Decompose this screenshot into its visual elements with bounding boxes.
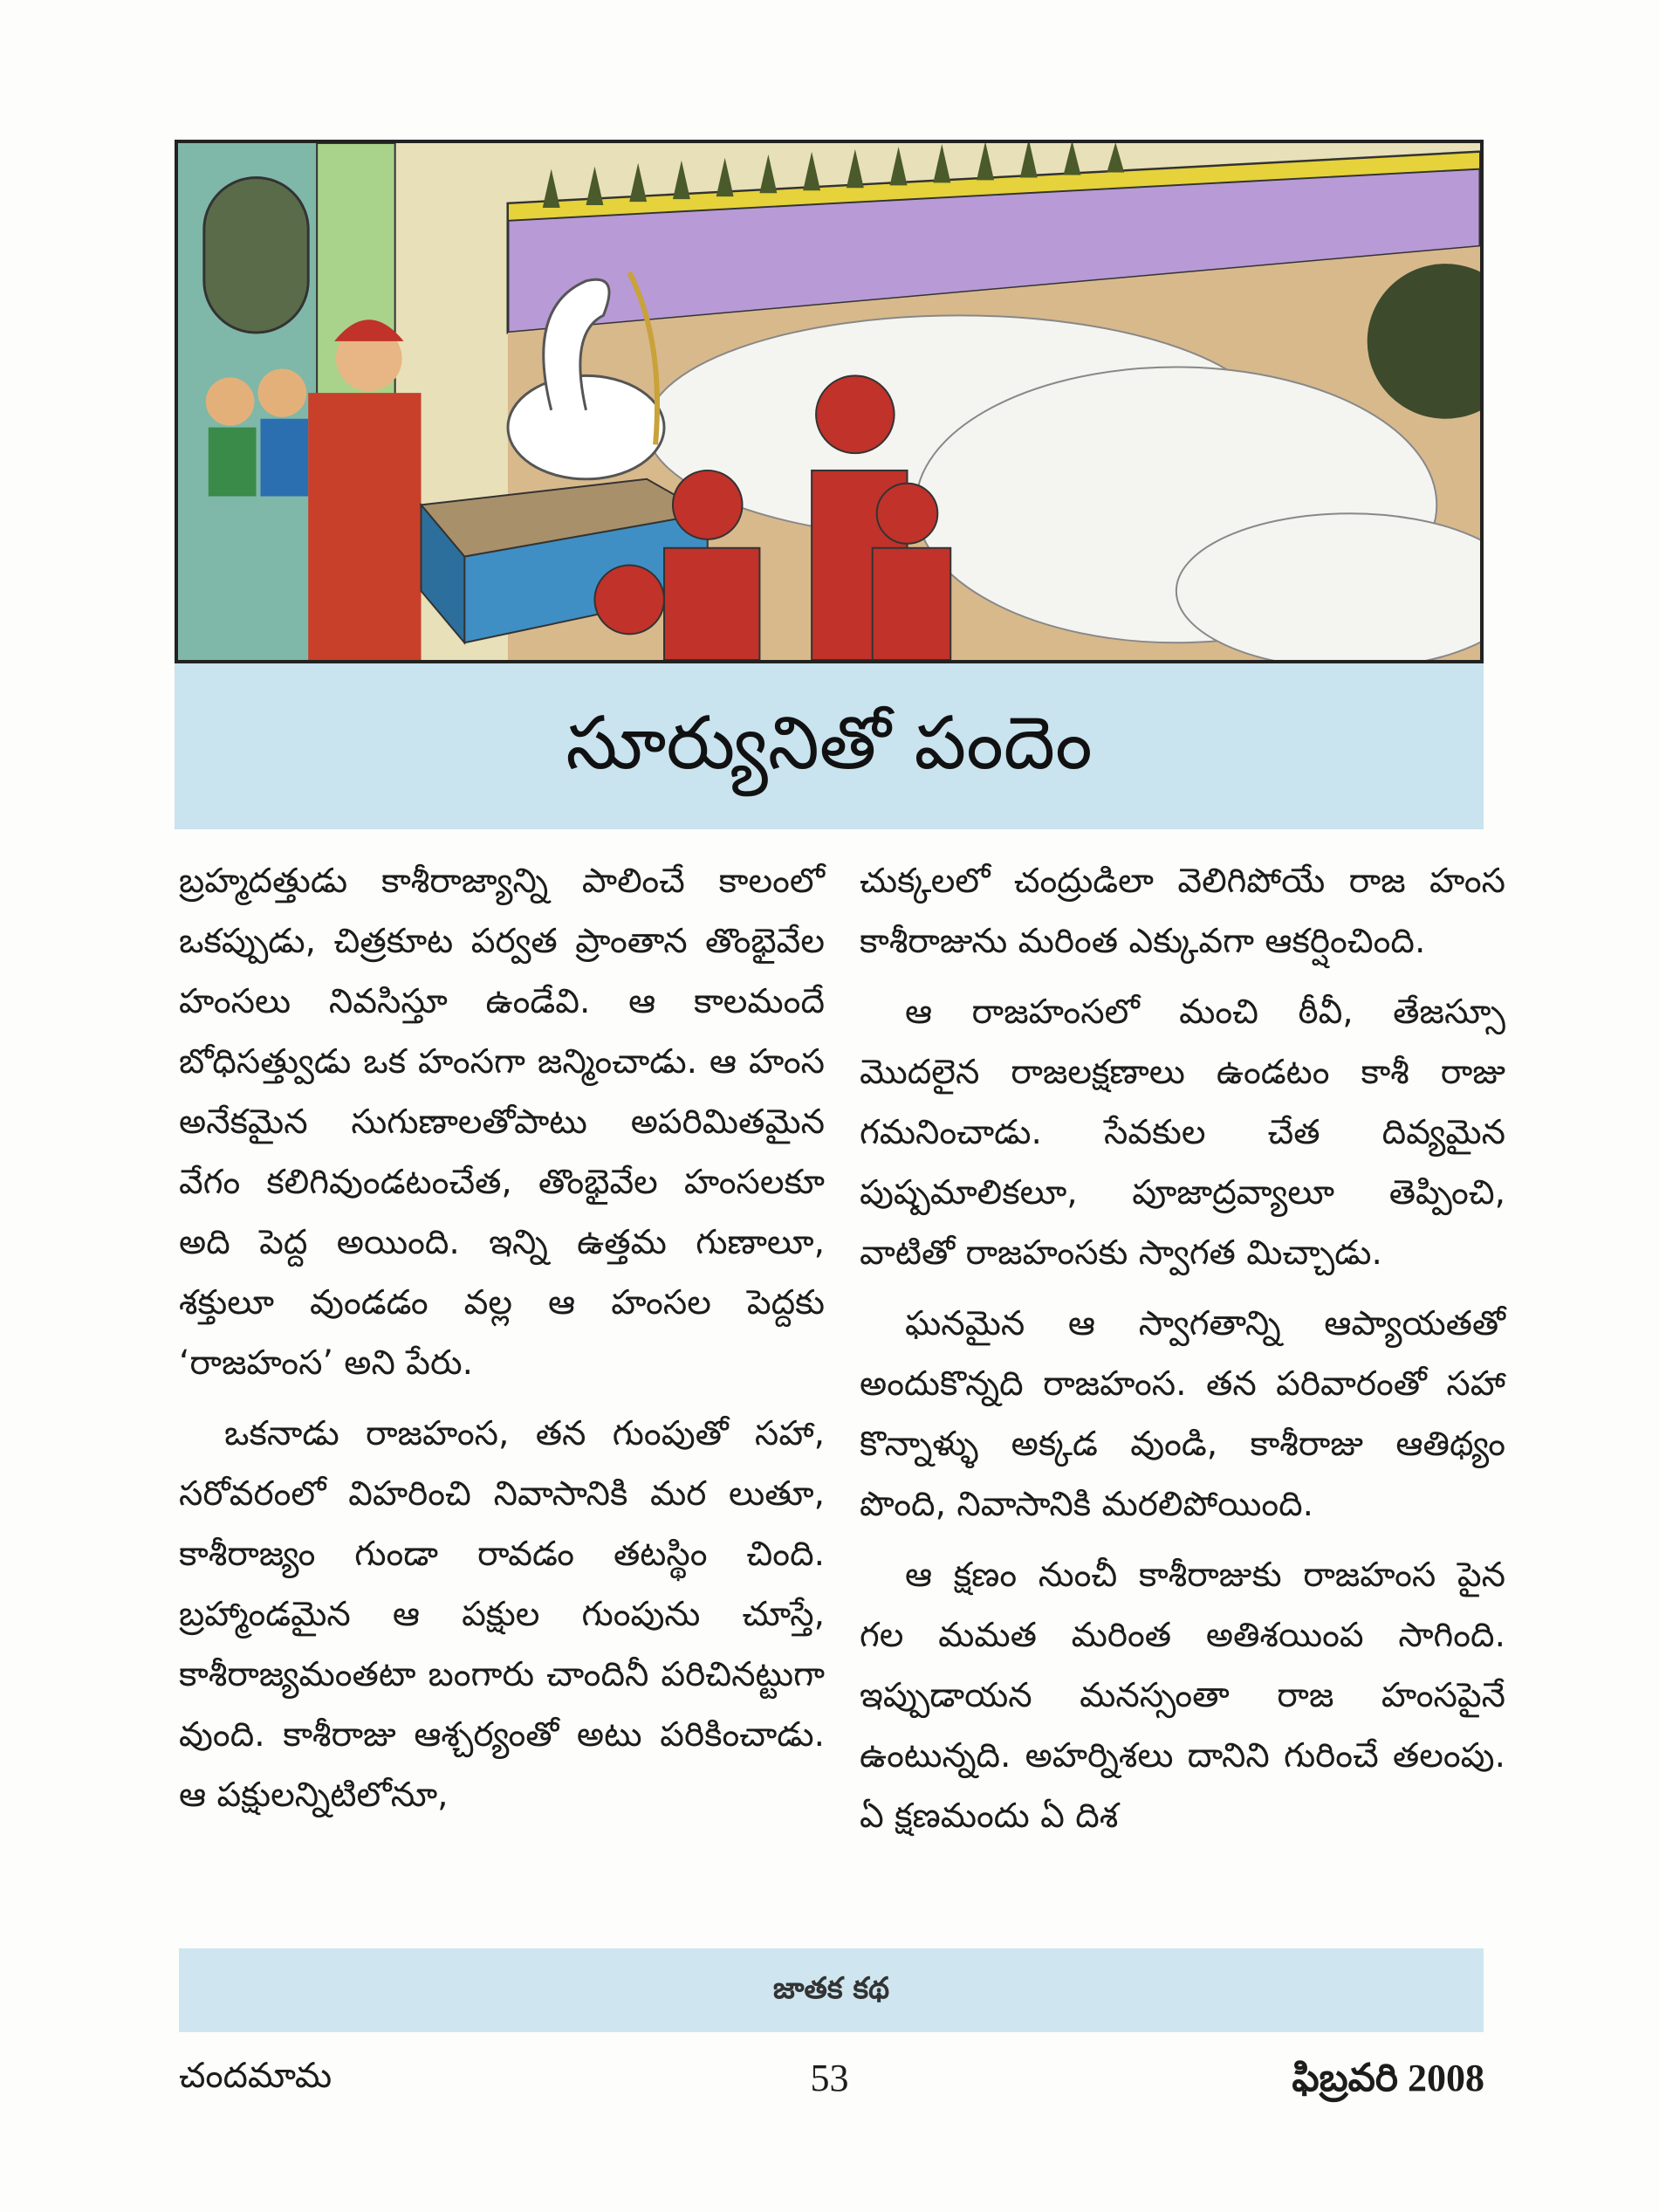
series-label: జాతక కథ — [772, 1971, 890, 2006]
magazine-name: చందమామ — [179, 2056, 332, 2096]
paragraph: ఆ రాజహంసలో మంచి ఠీవీ, తేజస్సూ మొదలైన రాజలక్షణాలు ఉండటం కాశీ రాజు గమనించాడు. సేవకుల చేత దివ్యమైన పుష్పమాలికలూ, పూజాద్రవ్యాలూ తెప్పించి, వాటితో రాజహంసకు స్వాగత మిచ్చాడు. — [860, 993, 1505, 1273]
paragraph: ఘనమైన ఆ స్వాగతాన్ని ఆప్యాయతతో అందుకొన్నది రాజహంస. తన పరివారంతో సహా కొన్నాళ్ళు అక్కడ వుండి, కాశీరాజు ఆతిథ్యం పొంది, నివాసానికి మరలిపోయింది. — [860, 1304, 1505, 1524]
story-illustration — [175, 140, 1484, 663]
title-band — [175, 663, 1484, 829]
series-band — [179, 1948, 1484, 2032]
paragraph: బ్రహ్మదత్తుడు కాశీరాజ్యాన్ని పాలించే కాలంలో ఒకప్పుడు, చిత్రకూట పర్వత ప్రాంతాన తొంభైవేల హంసలు నివసిస్తూ ఉండేవి. ఆ కాలమందే బోధిసత్త్వుడు ఒక హంసగా జన్మించాడు. ఆ హంస అనేకమైన సుగుణాలతోపాటు అపరిమితమైన వేగం కలిగివుండటంచేత, తొంభైవేల హంసలకూ అది పెద్ద అయింది. ఇన్ని ఉత్తమ గుణాలూ, శక్తులూ వుండడం వల్ల ఆ హంసల పెద్దకు ‘రాజహంస’ అని పేరు. — [179, 862, 825, 1383]
paragraph: ఒకనాడు రాజహంస, తన గుంపుతో సహా, సరోవరంలో విహరించి నివాసానికి మర లుతూ, కాశీరాజ్యం గుండా రావడం తటస్థిం చింది. బ్రహ్మాండమైన ఆ పక్షుల గుంపును చూస్తే, కాశీరాజ్యమంతటా బంగారు చాందినీ పరిచినట్టుగా వుంది. కాశీరాజు ఆశ్చర్యంతో అటు పరికించాడు. ఆ పక్షులన్నిటిలోనూ, — [179, 1414, 825, 1815]
page-number: 53 — [810, 2057, 849, 2099]
paragraph: ఆ క్షణం నుంచీ కాశీరాజుకు రాజహంస పైన గల మమత మరింత అతిశయింప సాగింది. ఇప్పుడాయన మనస్సంతా రాజ హంసపైనే ఉంటున్నది. అహర్నిశలు దానిని గురించే తలంపు. ఏ క్షణమందు ఏ దిశ — [860, 1556, 1505, 1836]
issue-date: ఫిబ్రవరి 2008 — [1292, 2057, 1484, 2099]
paragraph: చుక్కలలో చంద్రుడిలా వెలిగిపోయే రాజ హంస కాశీరాజును మరింత ఎక్కువగా ఆకర్షించింది. — [860, 862, 1505, 961]
right-column — [860, 851, 1505, 1857]
illustration-art — [178, 143, 1480, 660]
story-title: సూర్యునితో పందెం — [566, 700, 1093, 786]
left-column — [179, 851, 825, 1836]
